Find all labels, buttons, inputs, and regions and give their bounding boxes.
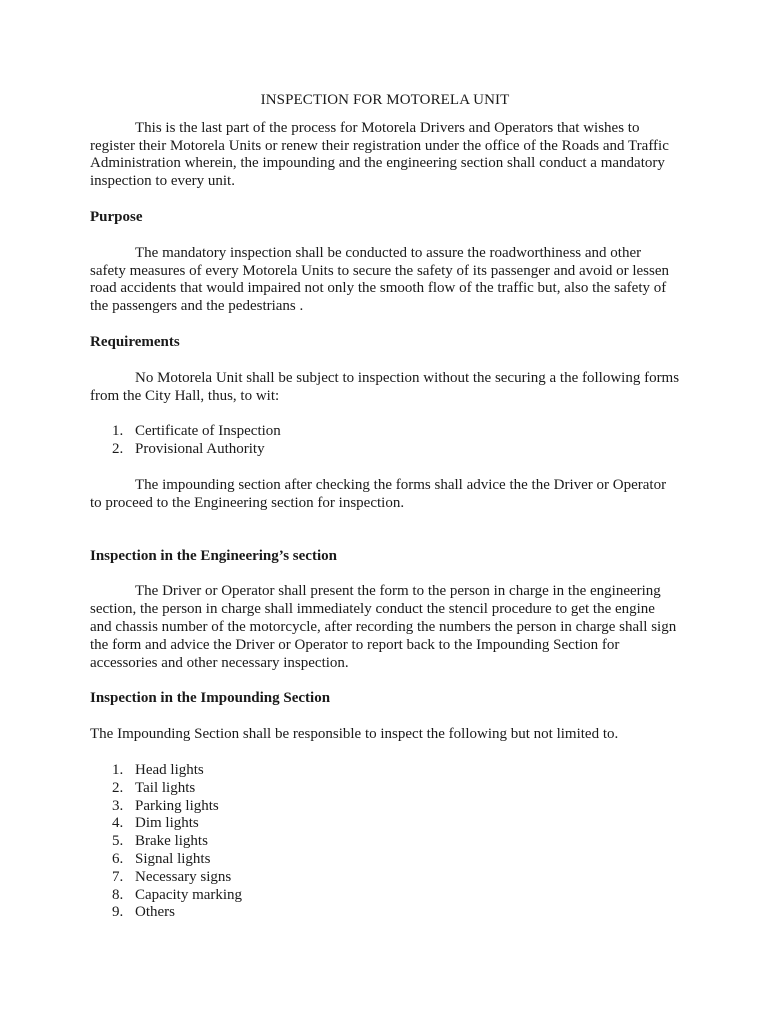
- list-item-label: Necessary signs: [135, 868, 232, 885]
- list-item-number: 2.: [112, 779, 124, 796]
- list-item-number: 1.: [112, 761, 124, 778]
- list-item: [90, 833, 680, 851]
- engineering-heading: Inspection in the Engineering’s section: [90, 547, 337, 564]
- list-item: [90, 904, 680, 922]
- list-item-label: Certificate of Inspection: [135, 423, 281, 440]
- impounding-list: [90, 762, 680, 922]
- list-item-label: Capacity marking: [135, 886, 243, 903]
- list-item: [90, 798, 680, 816]
- list-item: [90, 887, 680, 905]
- requirements-paragraph: No Motorela Unit shall be subject to inspection without the securing a the following forms from the City Hall, thus, to wit:: [90, 369, 680, 404]
- list-item-number: 8.: [112, 886, 124, 903]
- intro-paragraph: This is the last part of the process for Motorela Drivers and Operators that wishes to register their Motorela Units or renew their registration under the office of the Roads and Traffic Administration wherein, the impounding and the engineering section shall conduct a mandatory inspection to every unit.: [90, 119, 669, 190]
- list-item-label: Head lights: [135, 761, 204, 778]
- engineering-paragraph: The Driver or Operator shall present the form to the person in charge in the engineering section, the person in charge shall immediately conduct the stencil procedure to get the engine and chassis number of the motorcycle, after recording the numbers the person in charge shall sign the form and advice the Driver or Operator to report back to the Impounding Section for accessories and other necessary inspection.: [90, 583, 677, 671]
- list-item-label: Tail lights: [135, 779, 196, 796]
- list-item-label: Signal lights: [135, 850, 211, 867]
- list-item: [90, 780, 680, 798]
- purpose-paragraph: The mandatory inspection shall be conducted to assure the roadworthiness and other safety measures of every Motorela Units to secure the safety of its passenger and avoid or lessen road accidents that would impaired not only the smooth flow of the traffic but, also the safety of the passengers and the pedestrians .: [90, 244, 669, 315]
- list-item: [90, 851, 680, 869]
- list-item-number: 3.: [112, 797, 124, 814]
- impounding-heading: Inspection in the Impounding Section: [90, 690, 331, 707]
- impounding-paragraph: The Impounding Section shall be responsible to inspect the following but not limited to.: [90, 726, 619, 743]
- list-item-number: 6.: [112, 850, 124, 867]
- list-item-number: 7.: [112, 868, 124, 885]
- document-page: [90, 92, 680, 922]
- requirements-after-paragraph: The impounding section after checking the forms shall advice the the Driver or Operator to proceed to the Engineering section for inspection.: [90, 476, 667, 511]
- list-item-label: Others: [135, 904, 175, 921]
- list-item: [90, 869, 680, 887]
- requirements-heading: Requirements: [90, 333, 180, 350]
- list-item: [90, 815, 680, 833]
- list-item-number: 2.: [112, 441, 124, 458]
- list-item-number: 1.: [112, 423, 124, 440]
- list-item-label: Provisional Authority: [135, 441, 265, 458]
- purpose-heading: Purpose: [90, 208, 143, 225]
- list-item-label: Brake lights: [135, 833, 208, 850]
- list-item-label: Dim lights: [135, 815, 199, 832]
- list-item-label: Parking lights: [135, 797, 219, 814]
- document-title: INSPECTION FOR MOTORELA UNIT: [260, 92, 510, 108]
- list-item-number: 5.: [112, 833, 124, 850]
- requirements-list: [90, 423, 680, 459]
- list-item: [90, 762, 680, 780]
- list-item-number: 4.: [112, 815, 124, 832]
- list-item-number: 9.: [112, 904, 124, 921]
- list-item: [90, 423, 680, 441]
- list-item: [90, 441, 680, 459]
